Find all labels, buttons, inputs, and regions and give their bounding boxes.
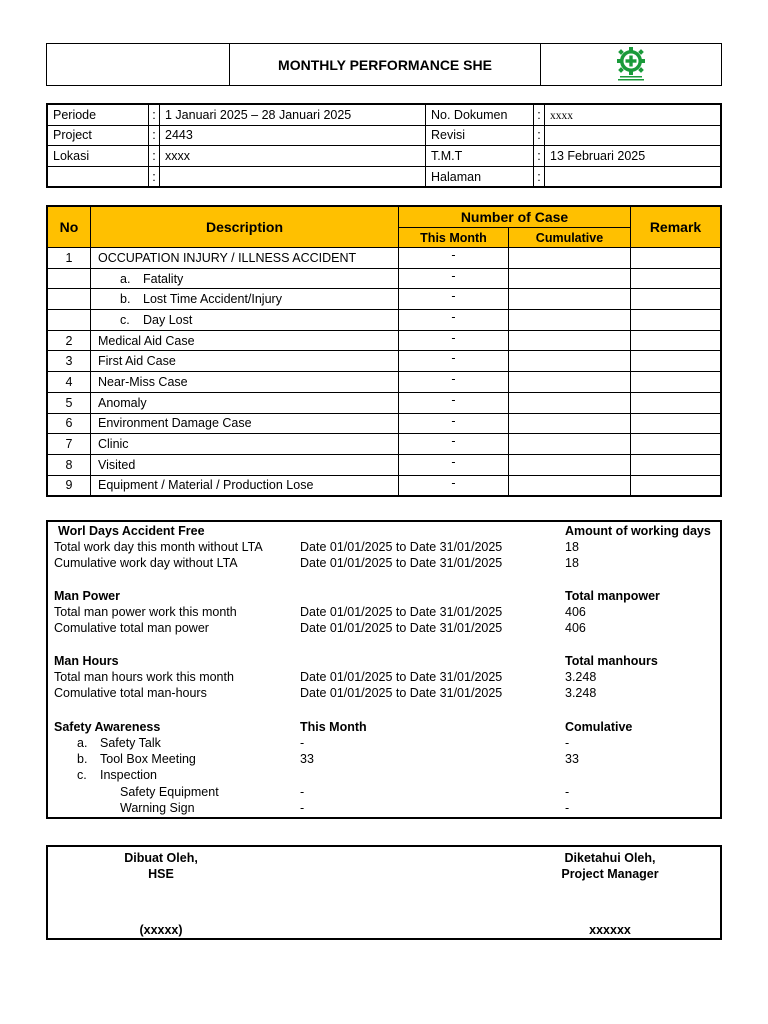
- case-row: [47, 351, 721, 372]
- case-cumulative: [509, 268, 631, 289]
- man-hours-col-header: Total manhours: [565, 654, 658, 668]
- safety-sub-item-cumulative: -: [565, 785, 570, 799]
- case-this-month: -: [399, 248, 509, 269]
- col-header-this-month: This Month: [399, 228, 509, 248]
- signature-right-name: xxxxxx: [589, 923, 631, 937]
- info-row: [47, 104, 721, 125]
- info-colon: :: [534, 146, 545, 167]
- case-this-month: -: [399, 413, 509, 434]
- summary-date: Date 01/01/2025 to Date 31/01/2025: [300, 621, 503, 635]
- col-header-cumulative: Cumulative: [509, 228, 631, 248]
- case-cumulative: [509, 351, 631, 372]
- safety-sub-item-cumulative: -: [565, 801, 570, 815]
- col-header-no: No: [47, 206, 91, 248]
- case-description: [91, 268, 399, 289]
- case-no: 7: [47, 434, 91, 455]
- case-this-month: -: [399, 372, 509, 393]
- case-no: 8: [47, 454, 91, 475]
- case-remark: [631, 413, 722, 434]
- accident-free-title: Worl Days Accident Free: [58, 524, 205, 538]
- info-row: [47, 125, 721, 146]
- case-no: 9: [47, 475, 91, 496]
- logo-cell: [541, 44, 722, 86]
- safety-item-label: Tool Box Meeting: [100, 752, 196, 766]
- accident-free-col-header: Amount of working days: [565, 524, 711, 538]
- safety-awareness-title: Safety Awareness: [54, 720, 161, 734]
- signature-box: [46, 845, 722, 940]
- info-colon: :: [149, 104, 160, 125]
- safety-sub-item-label: Warning Sign: [120, 801, 195, 815]
- info-colon: :: [149, 146, 160, 167]
- info-colon: :: [149, 166, 160, 187]
- info-label-2: T.M.T: [426, 146, 534, 167]
- signature-left-title: Dibuat Oleh,: [124, 851, 198, 865]
- case-sub-letter: a.: [120, 271, 131, 286]
- info-row: [47, 146, 721, 167]
- case-cumulative: [509, 372, 631, 393]
- safety-this-month-header: This Month: [300, 720, 367, 734]
- info-value-2: [545, 104, 722, 125]
- case-row: [47, 310, 721, 331]
- case-description: Near-Miss Case: [91, 372, 399, 393]
- case-description: Environment Damage Case: [91, 413, 399, 434]
- info-label-2: Halaman: [426, 166, 534, 187]
- info-label: Periode: [47, 104, 149, 125]
- summary-value: 18: [565, 540, 579, 554]
- case-cumulative: [509, 454, 631, 475]
- info-value: 2443: [160, 125, 426, 146]
- col-header-remark: Remark: [631, 206, 722, 248]
- case-description: [91, 289, 399, 310]
- info-value: xxxx: [160, 146, 426, 167]
- case-no: 3: [47, 351, 91, 372]
- safety-item-letter: a.: [77, 736, 88, 750]
- signature-right-title: Diketahui Oleh,: [564, 851, 656, 865]
- summary-label: Cumulative work day without LTA: [54, 556, 238, 570]
- case-this-month: -: [399, 392, 509, 413]
- case-sub-label: Fatality: [143, 271, 184, 286]
- case-cumulative: [509, 413, 631, 434]
- case-no: 6: [47, 413, 91, 434]
- summary-label: Comulative total man power: [54, 621, 209, 635]
- case-row: [47, 475, 721, 496]
- document-title: MONTHLY PERFORMANCE SHE: [230, 44, 541, 86]
- case-row: [47, 268, 721, 289]
- case-remark: [631, 392, 722, 413]
- info-value-2: [545, 166, 722, 187]
- case-cumulative: [509, 475, 631, 496]
- info-label: [47, 166, 149, 187]
- case-this-month: -: [399, 351, 509, 372]
- man-hours-title: Man Hours: [54, 654, 119, 668]
- summary-date: Date 01/01/2025 to Date 31/01/2025: [300, 605, 503, 619]
- case-row: [47, 330, 721, 351]
- case-remark: [631, 330, 722, 351]
- safety-item-letter: c.: [77, 768, 87, 782]
- case-no: 1: [47, 248, 91, 269]
- summary-date: Date 01/01/2025 to Date 31/01/2025: [300, 686, 503, 700]
- document-header: [46, 43, 722, 86]
- case-remark: [631, 351, 722, 372]
- header-blank-cell: [47, 44, 230, 86]
- case-row: [47, 372, 721, 393]
- safety-sub-item-this-month: -: [300, 801, 305, 815]
- case-this-month: -: [399, 289, 509, 310]
- case-remark: [631, 454, 722, 475]
- case-sub-label: Day Lost: [143, 312, 193, 327]
- info-label: Lokasi: [47, 146, 149, 167]
- info-label: Project: [47, 125, 149, 146]
- info-label-2: No. Dokumen: [426, 104, 534, 125]
- info-label-2: Revisi: [426, 125, 534, 146]
- summary-date: Date 01/01/2025 to Date 31/01/2025: [300, 670, 503, 684]
- case-no: 2: [47, 330, 91, 351]
- case-no: [47, 310, 91, 331]
- safety-item-cumulative: -: [565, 736, 570, 750]
- case-cumulative: [509, 310, 631, 331]
- case-row: [47, 248, 721, 269]
- case-remark: [631, 434, 722, 455]
- info-row: [47, 166, 721, 187]
- case-row: [47, 434, 721, 455]
- case-sub-letter: c.: [120, 312, 130, 327]
- summary-label: Comulative total man-hours: [54, 686, 207, 700]
- case-table: [46, 205, 722, 497]
- safety-cross-gear-logo-icon: [611, 45, 651, 85]
- signature-right-role: Project Manager: [561, 867, 659, 881]
- safety-item-label: Inspection: [100, 768, 157, 782]
- summary-value: 406: [565, 605, 586, 619]
- safety-item-cumulative: 33: [565, 752, 579, 766]
- summary-label: Total man power work this month: [54, 605, 237, 619]
- signature-left-role: HSE: [148, 867, 174, 881]
- summary-date: Date 01/01/2025 to Date 31/01/2025: [300, 540, 503, 554]
- case-description: OCCUPATION INJURY / ILLNESS ACCIDENT: [91, 248, 399, 269]
- safety-item-letter: b.: [77, 752, 88, 766]
- summary-value: 3.248: [565, 686, 597, 700]
- case-this-month: -: [399, 268, 509, 289]
- summary-value: 406: [565, 621, 586, 635]
- man-power-col-header: Total manpower: [565, 589, 660, 603]
- safety-sub-item-label: Safety Equipment: [120, 785, 219, 799]
- case-cumulative: [509, 289, 631, 310]
- case-this-month: -: [399, 454, 509, 475]
- document-number: xxxx: [550, 109, 573, 122]
- safety-item-this-month: -: [300, 736, 305, 750]
- summary-value: 18: [565, 556, 579, 570]
- safety-sub-item-this-month: -: [300, 785, 305, 799]
- case-row: [47, 392, 721, 413]
- info-value-2: [545, 125, 722, 146]
- case-description: [91, 310, 399, 331]
- man-power-title: Man Power: [54, 589, 120, 603]
- case-remark: [631, 310, 722, 331]
- document-info-table: [46, 103, 722, 188]
- signature-left-name: (xxxxx): [139, 923, 183, 937]
- safety-item-this-month: 33: [300, 752, 314, 766]
- case-cumulative: [509, 248, 631, 269]
- case-this-month: -: [399, 330, 509, 351]
- summary-label: Total man hours work this month: [54, 670, 234, 684]
- info-colon: :: [534, 125, 545, 146]
- info-value: [160, 166, 426, 187]
- case-remark: [631, 248, 722, 269]
- safety-item-label: Safety Talk: [100, 736, 161, 750]
- case-row: [47, 454, 721, 475]
- info-colon: :: [534, 104, 545, 125]
- case-no: 4: [47, 372, 91, 393]
- case-this-month: -: [399, 434, 509, 455]
- case-description: Clinic: [91, 434, 399, 455]
- info-value: 1 Januari 2025 – 28 Januari 2025: [160, 104, 426, 125]
- case-this-month: -: [399, 475, 509, 496]
- case-remark: [631, 289, 722, 310]
- signature-right: [528, 850, 692, 882]
- info-colon: :: [149, 125, 160, 146]
- case-no: [47, 289, 91, 310]
- case-description: Equipment / Material / Production Lose: [91, 475, 399, 496]
- case-description: Medical Aid Case: [91, 330, 399, 351]
- col-header-description: Description: [91, 206, 399, 248]
- col-header-number-of-case: Number of Case: [399, 206, 631, 228]
- case-sub-label: Lost Time Accident/Injury: [143, 292, 282, 307]
- summary-label: Total work day this month without LTA: [54, 540, 263, 554]
- signature-left: [88, 850, 234, 882]
- case-cumulative: [509, 392, 631, 413]
- summary-box: [46, 520, 722, 819]
- case-row: [47, 289, 721, 310]
- case-remark: [631, 372, 722, 393]
- safety-cumulative-header: Comulative: [565, 720, 633, 734]
- info-value-2: 13 Februari 2025: [545, 146, 722, 167]
- case-description: First Aid Case: [91, 351, 399, 372]
- case-description: Anomaly: [91, 392, 399, 413]
- case-this-month: -: [399, 310, 509, 331]
- case-remark: [631, 268, 722, 289]
- case-row: [47, 413, 721, 434]
- case-cumulative: [509, 434, 631, 455]
- case-remark: [631, 475, 722, 496]
- case-cumulative: [509, 330, 631, 351]
- summary-value: 3.248: [565, 670, 597, 684]
- case-no: 5: [47, 392, 91, 413]
- case-sub-letter: b.: [120, 292, 131, 307]
- case-no: [47, 268, 91, 289]
- info-colon: :: [534, 166, 545, 187]
- summary-date: Date 01/01/2025 to Date 31/01/2025: [300, 556, 503, 570]
- case-description: Visited: [91, 454, 399, 475]
